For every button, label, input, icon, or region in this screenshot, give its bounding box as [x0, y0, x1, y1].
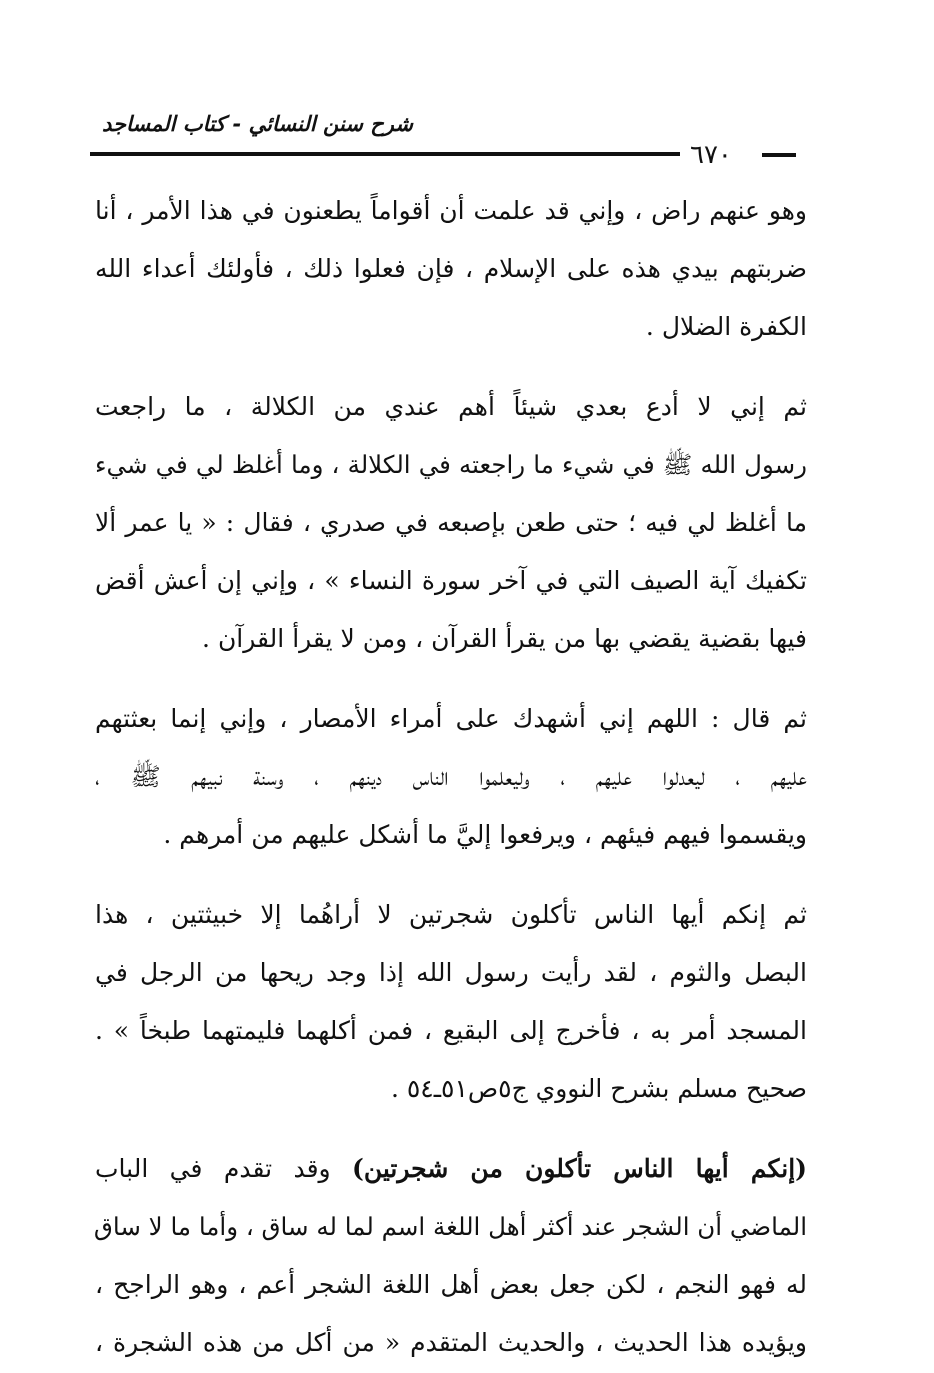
text-line: فيها بقضية يقضي بها من يقرأ القرآن ، ومن لا يقرأ القرآن . — [202, 624, 807, 653]
running-title: شرح سنن النسائي - كتاب المساجد — [102, 112, 413, 136]
text-body — [95, 182, 807, 1372]
text-line: البصل والثوم ، لقد رأيت رسول الله إذا وجد ريحها من الرجل في — [95, 958, 807, 987]
text-line: تكفيك آية الصيف التي في آخر سورة النساء » ، وإني إن أعش أقض — [95, 566, 807, 595]
text-line: المسجد أمر به ، فأخرج إلى البقيع ، فمن أكلهما فليمتهما طبخاً » . — [95, 1016, 807, 1045]
text-fragment: وقد تقدم في الباب — [95, 1154, 331, 1183]
quoted-phrase: (إنكم أيها الناس تأكلون من شجرتين) — [352, 1154, 807, 1183]
header-dash — [762, 153, 796, 157]
text-line: ويقسموا فيهم فيئهم ، ويرفعوا إليَّ ما أشكل عليهم من أمرهم . — [163, 820, 807, 849]
header-rule — [90, 152, 680, 156]
text-line: ضربتهم بيدي هذه على الإسلام ، فإن فعلوا ذلك ، فأولئك أعداء الله — [95, 254, 807, 283]
source-citation: صحيح مسلم بشرح النووي ج٥ص٥١ـ٥٤ . — [390, 1074, 807, 1103]
text-line: الكفرة الضلال . — [645, 312, 807, 341]
paragraph — [95, 182, 807, 356]
paragraph — [95, 378, 807, 668]
text-line: الماضي أن الشجر عند أكثر أهل اللغة اسم لما له ساق ، وأما ما لا ساق — [93, 1212, 807, 1241]
text-line: وهو عنهم راض ، وإني قد علمت أن أقواماً يطعنون في هذا الأمر ، أنا — [95, 196, 807, 225]
paragraph — [95, 690, 807, 864]
paragraph — [95, 886, 807, 1118]
page-number: ٦٧٠ — [690, 140, 732, 170]
text-line: ما أغلظ لي فيه ؛ حتى طعن بإصبعه في صدري ، فقال : « يا عمر ألا — [95, 508, 807, 537]
text-line: ثم قال : اللهم إني أشهدك على أمراء الأمصار ، وإني إنما بعثتهم — [95, 704, 807, 733]
text-line: ويؤيده هذا الحديث ، والحديث المتقدم « من أكل من هذه الشجرة ، — [95, 1328, 807, 1357]
text-line: ثم إنكم أيها الناس تأكلون شجرتين لا أراهُما إلا خبيثتين ، هذا — [95, 900, 807, 929]
text-line: رسول الله ﷺ في شيء ما راجعته في الكلالة ، وما أغلظ لي في شيء — [95, 450, 807, 479]
text-line — [95, 1140, 807, 1198]
text-line: له فهو النجم ، لكن جعل بعض أهل اللغة الشجر أعم ، وهو الراجح ، — [95, 1270, 807, 1299]
text-line: ثم إني لا أدع بعدي شيئاً أهم عندي من الكلالة ، ما راجعت — [95, 392, 807, 421]
page-header — [90, 112, 830, 172]
paragraph — [95, 1140, 807, 1372]
text-line: عليهم ، ليعدلوا عليهم ، وليعلموا الناس دينهم ، وسنة نبيهم ﷺ ، — [95, 762, 807, 791]
